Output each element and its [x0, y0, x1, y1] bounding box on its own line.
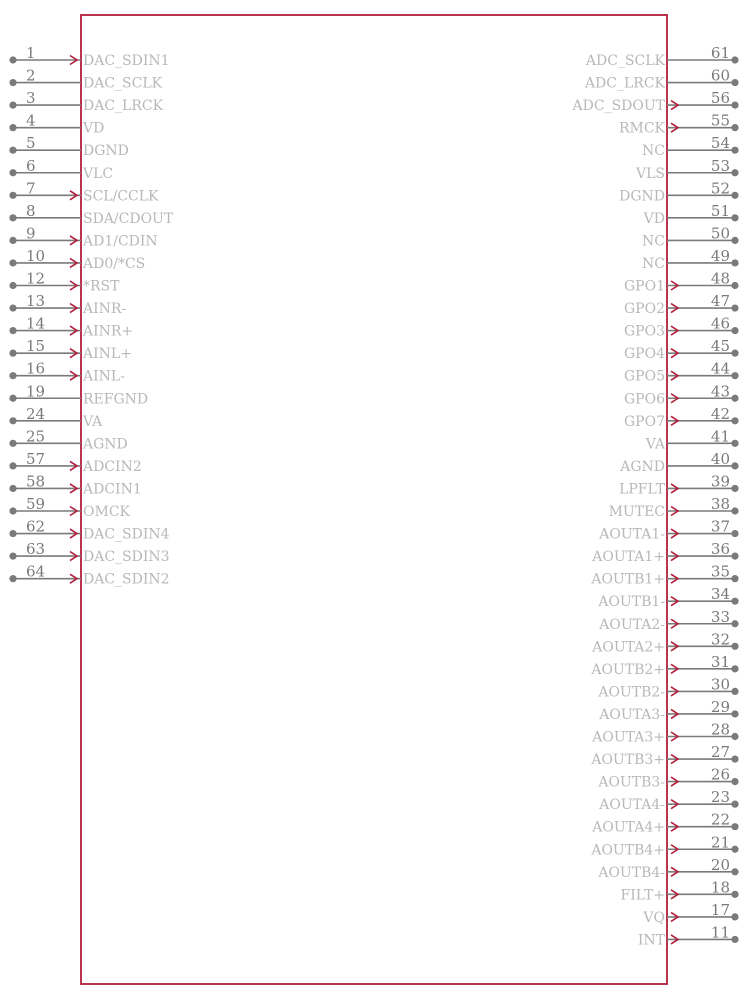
pin-label: AOUTA2+: [592, 639, 665, 656]
pin-number: 20: [710, 855, 730, 874]
pin-44: [624, 360, 739, 385]
pin-53: [635, 157, 739, 182]
pin-63: [9, 540, 169, 565]
pin-endpoint: [731, 575, 738, 582]
pin-45: [624, 337, 739, 362]
pin-38: [609, 495, 739, 520]
pin-label: MUTEC: [608, 504, 665, 520]
pin-label: DAC_SDIN1: [83, 53, 170, 69]
pin-label: VD: [83, 120, 105, 137]
pin-7: [9, 179, 159, 204]
pin-endpoint: [731, 643, 738, 650]
pin-label: VQ: [643, 909, 665, 926]
pin-number: 42: [710, 404, 730, 423]
pin-39: [619, 472, 739, 497]
pin-endpoint: [731, 733, 738, 740]
pin-label: NC: [642, 143, 665, 160]
pin-label: VLS: [636, 165, 665, 182]
pin-6: [9, 157, 113, 182]
pin-label: AOUTA4+: [592, 819, 665, 836]
pin-endpoint: [731, 259, 738, 266]
pin-43: [624, 382, 739, 407]
pin-number: 56: [710, 89, 730, 108]
pin-3: [9, 89, 163, 114]
pin-number: 18: [710, 878, 730, 897]
pin-endpoint: [731, 192, 738, 199]
pin-endpoint: [9, 282, 16, 289]
pin-endpoint: [731, 462, 738, 469]
pin-endpoint: [9, 372, 16, 379]
pin-endpoint: [9, 304, 16, 311]
pin-62: [9, 518, 169, 543]
pin-label: GPO6: [624, 391, 665, 408]
pin-52: [619, 179, 738, 204]
pin-endpoint: [731, 755, 738, 762]
pin-40: [619, 450, 738, 475]
pin-number: 59: [26, 495, 46, 513]
pin-endpoint: [731, 688, 738, 695]
pin-endpoint: [731, 147, 738, 154]
pin-54: [642, 134, 739, 159]
pin-label: ADC_SCLK: [585, 53, 665, 69]
pin-label: NC: [642, 255, 665, 272]
pin-endpoint: [9, 507, 16, 514]
pin-endpoint: [9, 237, 16, 244]
pin-endpoint: [731, 485, 738, 492]
pin-label: INT: [637, 932, 665, 949]
pin-endpoint: [731, 327, 738, 334]
pin-label: AINR-: [83, 301, 127, 318]
pin-number: 64: [26, 562, 46, 581]
pin-26: [597, 766, 738, 791]
pin-label: AOUTA3+: [592, 729, 665, 746]
pin-label: AOUTB4-: [598, 864, 665, 881]
pin-18: [621, 878, 739, 903]
pin-number: 58: [26, 472, 46, 491]
pin-label: AOUTB2+: [591, 661, 665, 678]
pin-number: 3: [26, 89, 36, 108]
pin-number: 31: [710, 652, 730, 671]
pin-55: [619, 112, 739, 137]
pin-endpoint: [9, 79, 16, 86]
pin-endpoint: [9, 327, 16, 334]
pin-endpoint: [731, 891, 738, 898]
pin-endpoint: [731, 169, 738, 176]
pin-4: [9, 112, 104, 137]
pin-14: [9, 315, 133, 340]
pin-number: 12: [26, 269, 46, 288]
pin-label: AINR+: [83, 323, 134, 340]
pin-21: [590, 833, 738, 858]
pin-endpoint: [9, 169, 16, 176]
pin-30: [597, 675, 738, 700]
pin-number: 11: [710, 923, 730, 942]
pin-endpoint: [731, 282, 738, 289]
pin-label: DAC_SDIN3: [83, 549, 170, 566]
pin-endpoint: [731, 304, 738, 311]
pin-number: 1: [26, 44, 36, 62]
pin-endpoint: [9, 553, 16, 560]
pin-endpoint: [731, 778, 738, 785]
pin-endpoint: [9, 350, 16, 357]
pin-label: ADCIN1: [83, 481, 142, 498]
pin-label: VD: [643, 210, 665, 227]
pin-number: 46: [710, 314, 730, 333]
pin-label: RMCK: [618, 120, 665, 137]
pin-number: 19: [26, 382, 46, 401]
pin-5: [9, 134, 128, 159]
pin-endpoint: [731, 598, 738, 605]
pin-label: AOUTA3-: [599, 706, 665, 723]
pin-number: 26: [710, 765, 730, 784]
pin-19: [9, 382, 148, 407]
pin-47: [624, 292, 739, 317]
pin-label: AINL+: [83, 346, 132, 363]
pin-17: [642, 901, 738, 926]
pin-endpoint: [731, 102, 738, 109]
pin-number: 17: [710, 900, 730, 919]
pin-label: VA: [645, 436, 665, 453]
pin-number: 10: [26, 246, 46, 265]
pin-endpoint: [9, 417, 16, 424]
pin-22: [591, 811, 738, 836]
pin-61: [585, 44, 739, 69]
pin-label: AOUTB2-: [598, 684, 665, 701]
pin-endpoint: [731, 350, 738, 357]
pin-number: 63: [26, 540, 46, 559]
pin-46: [624, 315, 739, 340]
pin-label: AOUTB3+: [591, 752, 665, 769]
pin-label: ADC_SDOUT: [572, 98, 665, 115]
pin-number: 51: [710, 201, 730, 220]
pin-number: 36: [710, 540, 730, 559]
pin-25: [9, 427, 127, 452]
pin-10: [9, 247, 145, 272]
pin-endpoint: [731, 665, 738, 672]
pin-endpoint: [9, 485, 16, 492]
pin-label: ADC_LRCK: [584, 75, 665, 92]
pin-number: 8: [26, 201, 36, 220]
pin-label: LPFLT: [619, 481, 665, 498]
pin-31: [590, 653, 738, 678]
pin-33: [598, 608, 738, 633]
pin-label: GPO4: [624, 346, 665, 363]
pin-label: DGND: [83, 143, 129, 160]
pin-label: AD1/CDIN: [83, 233, 158, 250]
pin-57: [9, 450, 141, 475]
pin-label: FILT+: [620, 887, 665, 904]
pin-label: AOUTB3-: [598, 774, 665, 791]
pin-34: [597, 585, 738, 610]
pin-number: 41: [710, 427, 730, 446]
pin-16: [9, 360, 125, 385]
pin-endpoint: [9, 147, 16, 154]
pin-number: 13: [26, 292, 46, 311]
left-pin-group: [9, 44, 173, 588]
pin-58: [9, 472, 141, 497]
pin-number: 32: [710, 630, 730, 649]
pin-label: *RST: [83, 278, 120, 295]
pin-endpoint: [9, 192, 16, 199]
pin-28: [591, 721, 738, 746]
pin-endpoint: [731, 913, 738, 920]
pin-number: 16: [26, 359, 46, 378]
pin-64: [9, 563, 169, 588]
pin-27: [590, 743, 738, 768]
pin-label: AOUTA1-: [599, 526, 665, 543]
pin-number: 22: [710, 810, 730, 829]
pin-label: AGND: [620, 458, 665, 475]
pin-2: [9, 67, 162, 92]
pin-label: VLC: [83, 165, 114, 182]
pin-endpoint: [731, 710, 738, 717]
pin-endpoint: [9, 395, 16, 402]
pin-number: 45: [710, 337, 730, 356]
pin-endpoint: [9, 530, 16, 537]
pin-number: 55: [710, 111, 730, 130]
pin-label: GPO1: [624, 278, 665, 295]
pin-48: [624, 270, 739, 295]
pin-endpoint: [731, 417, 738, 424]
pin-endpoint: [731, 868, 738, 875]
pin-endpoint: [731, 823, 738, 830]
pin-endpoint: [731, 620, 738, 627]
pin-number: 47: [710, 292, 730, 311]
pin-endpoint: [731, 372, 738, 379]
pin-number: 29: [710, 697, 730, 716]
pin-number: 14: [26, 314, 46, 333]
pin-number: 25: [26, 427, 46, 446]
pin-11: [638, 923, 739, 948]
pin-endpoint: [731, 530, 738, 537]
pin-59: [9, 495, 130, 520]
pin-49: [642, 247, 739, 272]
pin-label: AOUTB4+: [591, 842, 665, 859]
pin-label: AGND: [83, 436, 128, 453]
pin-label: AINL-: [83, 368, 125, 385]
pin-endpoint: [731, 507, 738, 514]
pin-endpoint: [731, 395, 738, 402]
pin-60: [584, 67, 739, 92]
pin-number: 30: [710, 675, 730, 694]
pin-endpoint: [731, 124, 738, 131]
pin-label: AOUTA4-: [599, 797, 665, 814]
pin-number: 35: [710, 562, 730, 581]
pin-35: [590, 563, 738, 588]
pin-37: [598, 518, 738, 543]
pin-number: 7: [26, 179, 36, 198]
pin-number: 28: [710, 720, 730, 739]
pin-number: 54: [710, 134, 730, 153]
pin-endpoint: [731, 553, 738, 560]
pin-label: VA: [83, 413, 103, 430]
pin-number: 52: [710, 179, 730, 198]
pin-number: 43: [710, 382, 730, 401]
pin-label: AOUTA1+: [592, 549, 665, 566]
pin-endpoint: [731, 936, 738, 943]
pin-number: 2: [26, 66, 36, 85]
pin-endpoint: [9, 102, 16, 109]
pin-endpoint: [731, 846, 738, 853]
pin-endpoint: [9, 575, 16, 582]
pin-label: GPO7: [624, 413, 665, 430]
pin-label: GPO2: [624, 301, 665, 318]
pin-number: 48: [710, 269, 730, 288]
pin-endpoint: [731, 801, 738, 808]
pin-15: [9, 337, 132, 362]
right-pin-group: [572, 44, 739, 948]
pin-number: 39: [710, 472, 730, 491]
pin-label: SCL/CCLK: [83, 188, 159, 205]
pin-label: DGND: [619, 188, 665, 205]
pin-number: 24: [26, 404, 46, 423]
pin-endpoint: [9, 56, 16, 63]
pin-number: 37: [710, 517, 730, 536]
pin-label: AOUTB1+: [591, 571, 665, 588]
pin-number: 5: [26, 134, 36, 153]
pin-endpoint: [731, 237, 738, 244]
component-body: [81, 15, 667, 984]
pin-41: [645, 427, 739, 452]
pin-number: 60: [710, 66, 730, 85]
pin-label: AD0/*CS: [83, 255, 146, 272]
pin-label: DAC_LRCK: [83, 98, 164, 115]
pin-8: [9, 202, 173, 227]
pin-29: [598, 698, 738, 723]
pin-51: [643, 202, 739, 227]
pin-23: [598, 788, 738, 813]
pin-label: AOUTA2-: [599, 616, 665, 633]
pin-number: 44: [710, 359, 730, 378]
pin-number: 21: [710, 833, 730, 852]
pin-number: 38: [710, 495, 730, 513]
pin-32: [591, 630, 738, 655]
pin-label: DAC_SDIN4: [83, 526, 170, 543]
pin-9: [9, 224, 157, 249]
pin-number: 53: [710, 156, 730, 175]
pin-number: 4: [26, 111, 36, 130]
pin-label: DAC_SDIN2: [83, 571, 170, 588]
pin-label: NC: [642, 233, 665, 250]
pin-number: 6: [26, 156, 36, 175]
pin-endpoint: [9, 440, 16, 447]
pin-label: AOUTB1-: [598, 594, 665, 611]
pin-label: GPO3: [624, 323, 665, 340]
pin-endpoint: [9, 462, 16, 469]
pin-24: [9, 405, 103, 430]
pin-endpoint: [9, 124, 16, 131]
pin-1: [9, 44, 169, 69]
pin-endpoint: [9, 259, 16, 266]
pin-number: 57: [26, 449, 46, 468]
pin-number: 50: [710, 224, 730, 243]
pin-endpoint: [731, 214, 738, 221]
pin-number: 62: [26, 517, 46, 536]
pin-endpoint: [731, 56, 738, 63]
pin-number: 23: [710, 788, 730, 807]
pin-number: 34: [710, 585, 730, 604]
pin-56: [572, 89, 739, 114]
pin-50: [642, 224, 739, 249]
pin-number: 61: [710, 44, 730, 62]
pin-13: [9, 292, 126, 317]
pin-number: 27: [710, 743, 730, 762]
pin-label: ADCIN2: [83, 458, 142, 475]
pin-number: 40: [710, 449, 730, 468]
pin-20: [597, 856, 738, 881]
pin-endpoint: [9, 214, 16, 221]
pin-label: GPO5: [624, 368, 665, 385]
pin-label: OMCK: [83, 504, 130, 520]
pin-number: 9: [26, 224, 36, 243]
pin-label: DAC_SCLK: [83, 75, 163, 92]
pin-42: [624, 405, 739, 430]
pin-number: 49: [710, 246, 730, 265]
pin-36: [591, 540, 738, 565]
pin-endpoint: [731, 440, 738, 447]
pin-label: SDA/CDOUT: [83, 210, 174, 227]
pin-label: REFGND: [83, 391, 149, 408]
pin-endpoint: [731, 79, 738, 86]
pin-number: 15: [26, 337, 46, 356]
pin-12: [9, 270, 120, 295]
pin-number: 33: [710, 607, 730, 626]
